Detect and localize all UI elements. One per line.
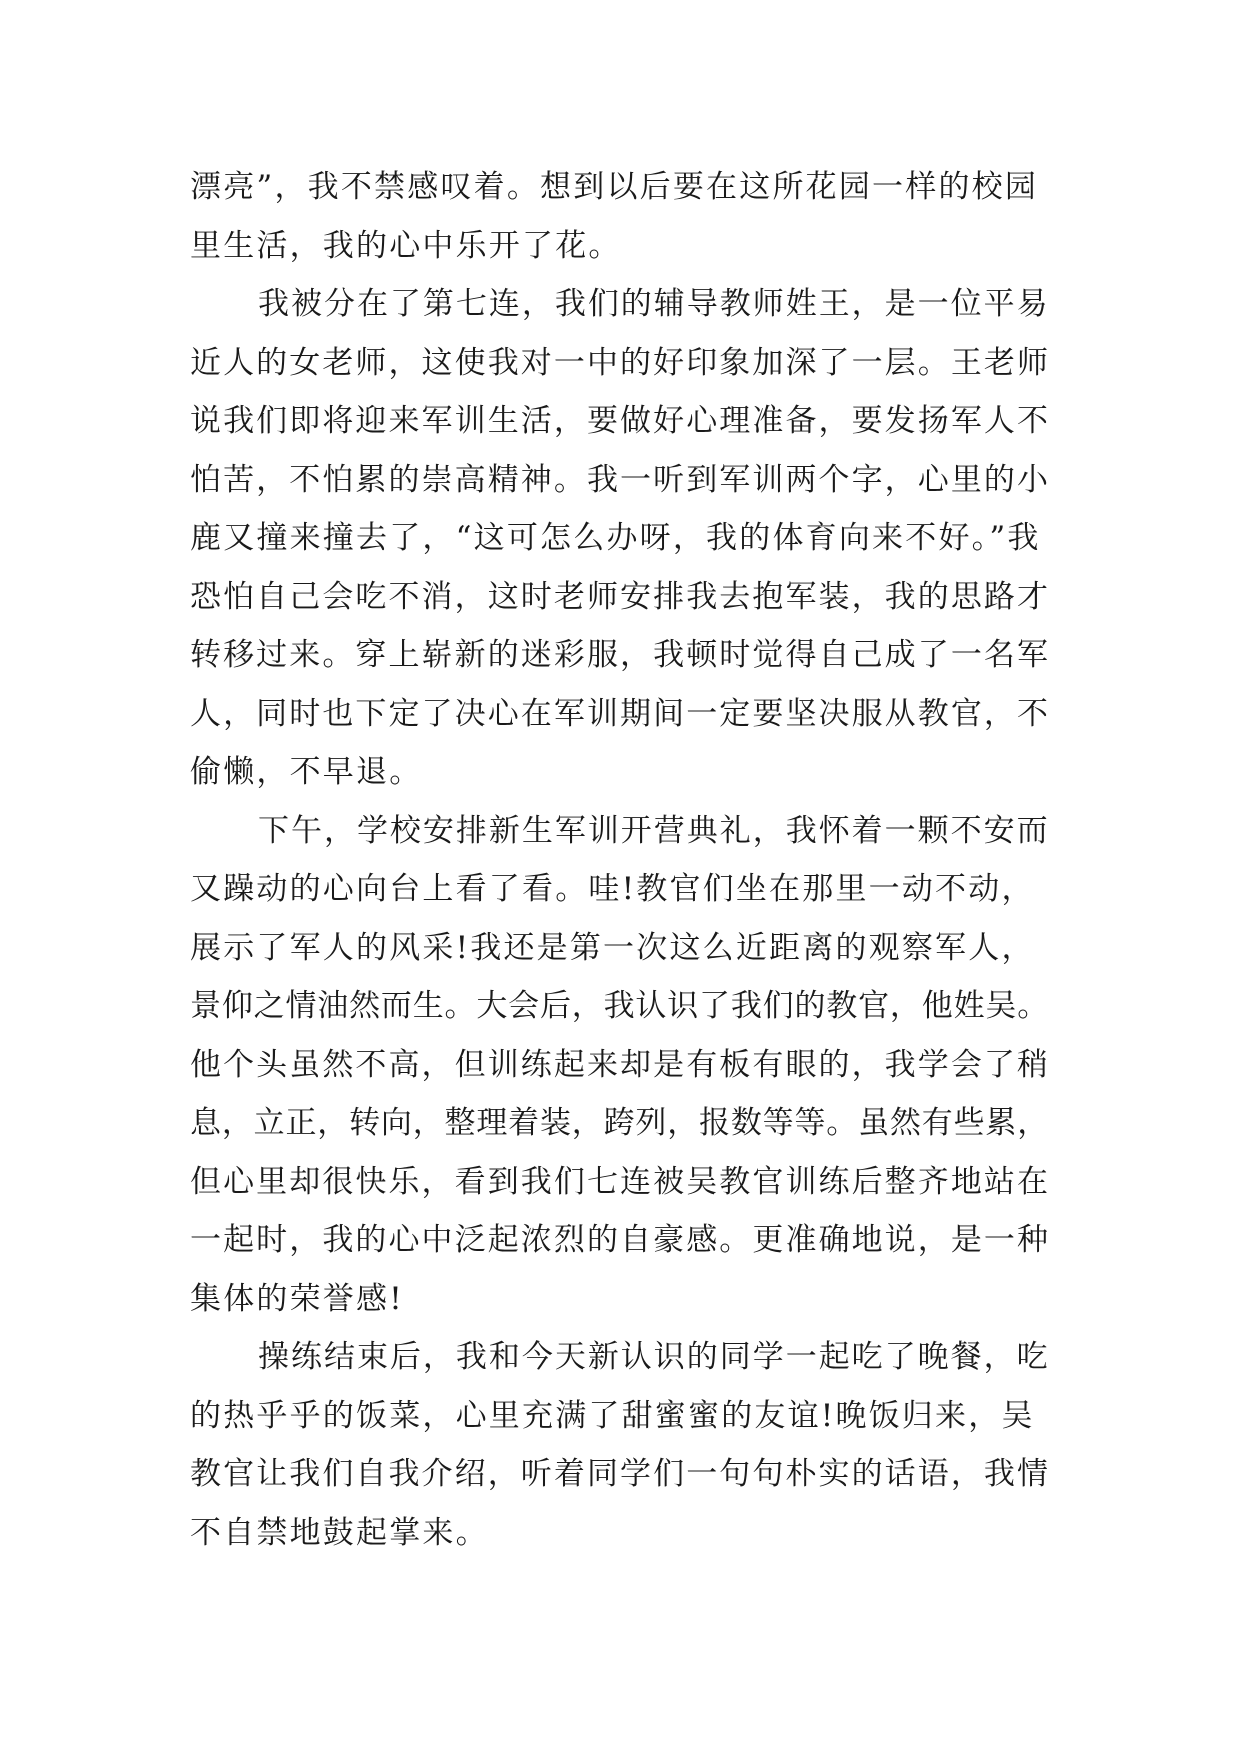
text-line: 鹿又撞来撞去了，“这可怎么办呀，我的体育向来不好。”我 xyxy=(190,520,1041,556)
text-line: 说我们即将迎来军训生活，要做好心理准备，要发扬军人不 xyxy=(190,403,1051,439)
text-line: 漂亮”，我不禁感叹着。想到以后要在这所花园一样的校园 xyxy=(190,169,1039,205)
document-body xyxy=(190,158,1050,1562)
text-line: 一起时，我的心中泛起浓烈的自豪感。更准确地说，是一种 xyxy=(190,1222,1051,1258)
text-line: 人，同时也下定了决心在军训期间一定要坚决服从教官，不 xyxy=(190,695,1051,732)
text-line: 息，立正，转向，整理着装，跨列，报数等等。虽然有些累， xyxy=(190,1105,1050,1141)
text-line: 怕苦，不怕累的崇高精神。我一听到军训两个字，心里的小 xyxy=(190,461,1051,498)
text-line: 他个头虽然不高，但训练起来却是有板有眼的，我学会了稍 xyxy=(190,1046,1051,1083)
text-line: 偷懒，不早退。 xyxy=(190,754,423,790)
text-line: 但心里却很快乐，看到我们七连被吴教官训练后整齐地站在 xyxy=(190,1163,1051,1200)
text-line: 景仰之情油然而生。大会后，我认识了我们的教官，他姓吴。 xyxy=(190,988,1050,1024)
text-line: 展示了军人的风采!我还是第一次这么近距离的观察军人， xyxy=(190,929,1035,966)
text-line: 里生活，我的心中乐开了花。 xyxy=(190,227,622,264)
text-line: 近人的女老师，这使我对一中的好印象加深了一层。王老师 xyxy=(190,344,1051,381)
text-line: 不自禁地鼓起掌来。 xyxy=(190,1514,489,1551)
text-line: 的热乎乎的饭菜，心里充满了甜蜜蜜的友谊!晚饭归来，吴 xyxy=(190,1397,1035,1434)
text-line: 恐怕自己会吃不消，这时老师安排我去抱军装，我的思路才 xyxy=(190,578,1051,615)
text-line: 集体的荣誉感! xyxy=(190,1280,404,1317)
paragraph-first-line: 操练结束后，我和今天新认识的同学一起吃了晚餐，吃 xyxy=(258,1339,1050,1375)
paragraph-first-line: 我被分在了第七连，我们的辅导教师姓王，是一位平易 xyxy=(258,286,1050,322)
text-line: 转移过来。穿上崭新的迷彩服，我顿时觉得自己成了一名军 xyxy=(190,637,1051,673)
text-line: 又躁动的心向台上看了看。哇!教官们坐在那里一动不动， xyxy=(190,871,1035,907)
text-line: 教官让我们自我介绍，听着同学们一句句朴实的话语，我情 xyxy=(190,1456,1051,1492)
paragraph-first-line: 下午，学校安排新生军训开营典礼，我怀着一颗不安而 xyxy=(258,812,1050,849)
